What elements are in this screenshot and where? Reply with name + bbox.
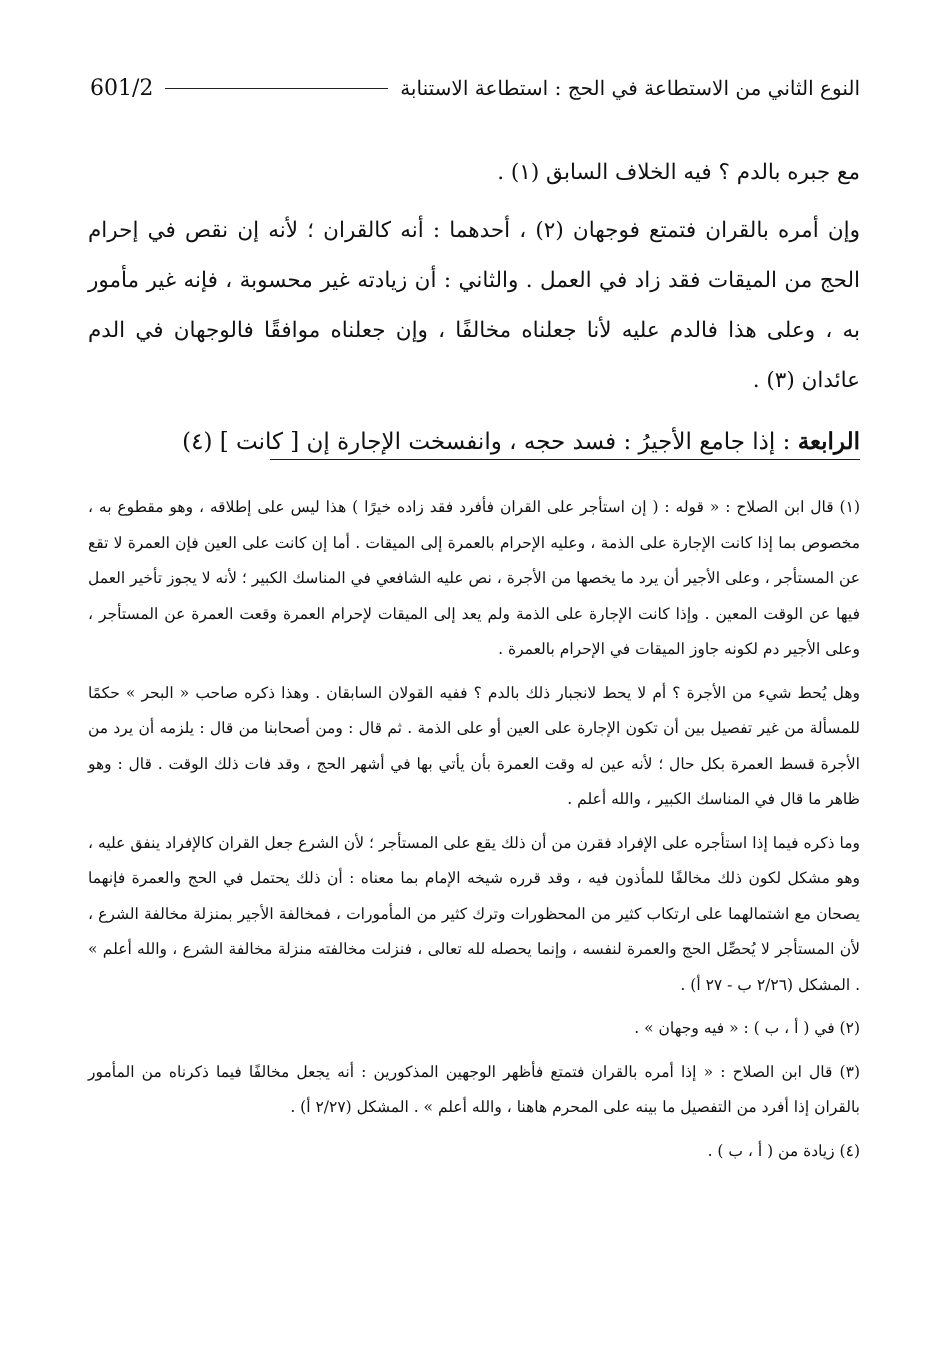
footnotes — [88, 490, 860, 1169]
main-text — [88, 148, 860, 466]
main-paragraph: وإن أمره بالقران فتمتع فوجهان (٢) ، أحدهما : أنه كالقران ؛ لأنه إن نقص في إحرام الحج من الميقات فقد زاد في العمل . والثاني : أن زيادته غير محسوبة ، فإنه غير مأمور به ، وعلى هذا فالدم عليه لأنا جعلناه مخالفًا ، وإن جعلناه موافقًا فالوجهان في الدم عائدان (٣) . — [88, 218, 860, 393]
footnote: (٣) قال ابن الصلاح : « إذا أمره بالقران فتمتع فأظهر الوجهين المذكورين : أنه يجعل مخالفًا فيما ذكرناه من المأمور بالقران إذا أفرد من التفصيل ما بينه على المحرم هاهنا ، والله أعلم » . المشكل (٢/٢٧ أ) . — [88, 1062, 860, 1116]
header-rule — [165, 88, 388, 89]
footnote: وهل يُحط شيء من الأجرة ؟ أم لا يحط لانجبار ذلك بالدم ؟ ففيه القولان السابقان . وهذا ذكره صاحب « البحر » حكمًا للمسألة من غير تفصيل بين أن تكون الإجارة على العين أو على الذمة . ثم قال : ومن أصحابنا من قال : يلزمه أن يرد من الأجرة قسط العمرة بكل حال ؛ لأنه عين له وقت العمرة بأن يأتي بها في أشهر الحج ، وقد فات ذلك الوقت . قال : وهو ظاهر ما قال في المناسك الكبير ، والله أعلم . — [88, 683, 860, 808]
footnote: (٤) زيادة من ( أ ، ب ) . — [707, 1141, 860, 1160]
footnote: (١) قال ابن الصلاح : « قوله : ( إن استأجر على القران فأفرد فقد زاده خيرًا ) هذا ليس على إطلاقه ، وهو مقطوع به ، مخصوص بما إذا كانت الإجارة على الذمة ، وعليه الإحرام بالعمرة إلى الميقات . أما إن كانت على العين فإن العمرة لا تقع عن المستأجر ، وعلى الأجير أن يرد ما يخصها من الأجرة ، نص عليه الشافعي في المناسك الكبير ؛ لأنه لا يجوز تأخير العمل فيها عن الوقت المعين . وإذا كانت الإجارة على الذمة ولم يعد إلى الميقات لإحرام العمرة وقعت العمرة عن المستأجر ، وعلى الأجير دم لكونه جاوز الميقات في الإحرام بالعمرة . — [88, 498, 860, 658]
footnote: وما ذكره فيما إذا استأجره على الإفراد فقرن من أن ذلك يقع على المستأجر ؛ لأن الشرع جعل القران كالإفراد ينفق عليه ، وهو مشكل لكون ذلك مخالفًا للمأذون فيه ، وقد قرره شيخه الإمام بما معناه : أن ذلك يحتمل في الحج والعمرة فإنهما يصحان مع اشتمالهما على ارتكاب كثير من المحظورات وترك كثير من المأمورات ، فمخالفة الأجير بمنزلة مخالفة الشرع ، لأن المستأجر لا يُحصِّل الحج والعمرة لنفسه ، وإنما يحصله لله تعالى ، فنزلت مخالفته منزلة مخالفة الشرع ، والله أعلم » . المشكل (٢/٢٦ ب - ٢٧ أ) . — [88, 833, 860, 994]
main-paragraph: مع جبره بالدم ؟ فيه الخلاف السابق (١) . — [497, 160, 860, 185]
page-header — [90, 70, 860, 106]
running-title: النوع الثاني من الاستطاعة في الحج : استطاعة الاستنابة — [400, 76, 860, 100]
section-heading-text: : إذا جامع الأجيرُ : فسد حجه ، وانفسخت الإجارة إن [ كانت ] (٤) — [182, 429, 798, 455]
page-number: 601/2 — [90, 75, 154, 101]
footnote: (٢) في ( أ ، ب ) : « فيه وجهان » . — [634, 1019, 860, 1037]
section-heading-label: الرابعة — [797, 428, 860, 455]
footnote-separator — [270, 459, 860, 460]
